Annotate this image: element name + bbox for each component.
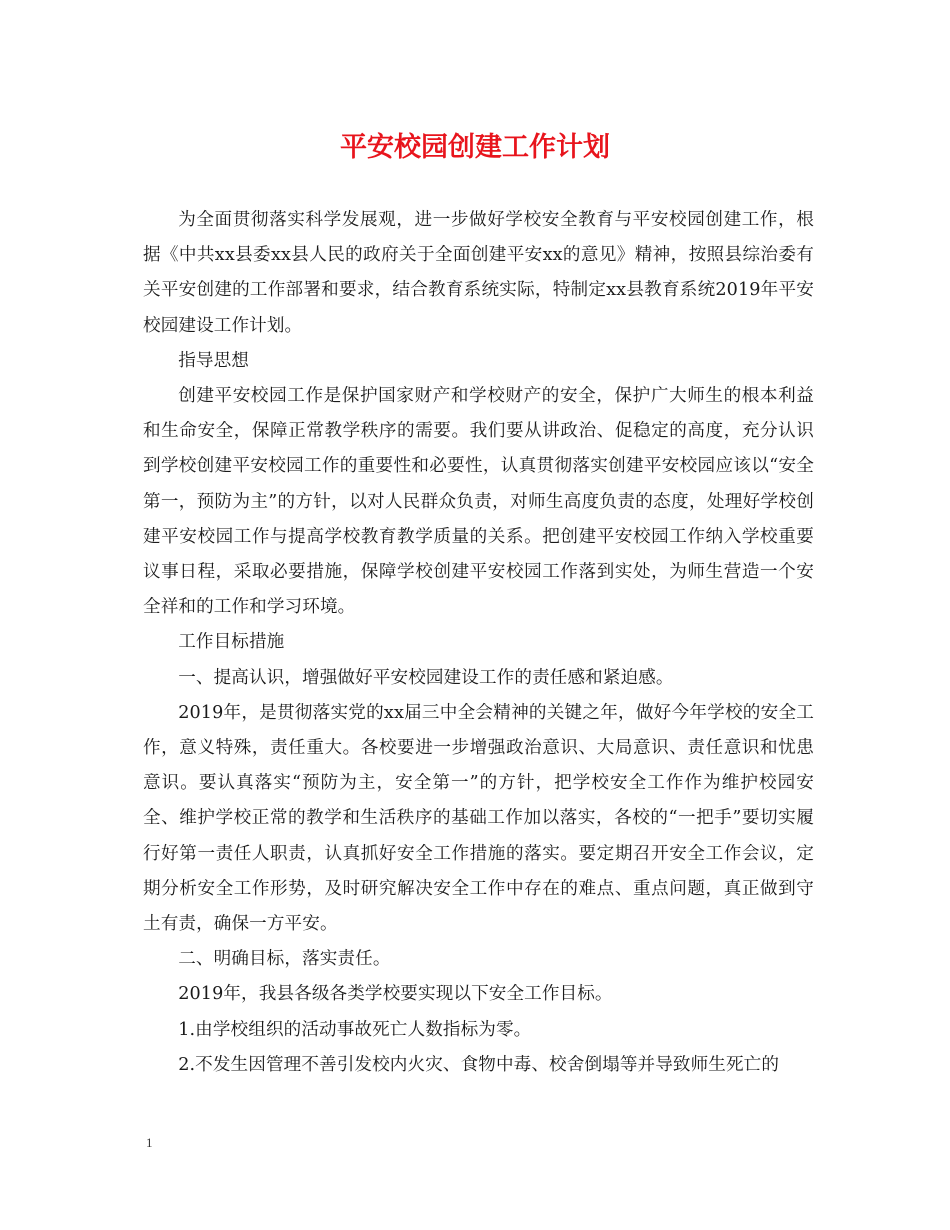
goal-item-1: 1.由学校组织的活动事故死亡人数指标为零。	[178, 1019, 532, 1040]
intro-paragraph: 为全面贯彻落实科学发展观，进一步做好学校安全教育与平安校园创建工作，根据《中共xx县委xx县人民的政府关于全面创建平安xx的意见》精神，按照县综治委有关平安创建的工作部署和要求，结合教育系统实际，特制定xx县教育系统2019年平安校园建设工作计划。	[143, 210, 814, 336]
document-body	[143, 203, 814, 1083]
section-heading-guiding-thought: 指导思想	[178, 350, 249, 371]
document-title: 平安校园创建工作计划	[340, 132, 610, 163]
section-heading-work-goals: 工作目标措施	[178, 632, 285, 653]
page-number: 1	[146, 1135, 153, 1150]
goal-item-2: 2.不发生因管理不善引发校内火灾、食物中毒、校舍倒塌等并导致师生死亡的	[178, 1054, 780, 1075]
guiding-thought-paragraph: 创建平安校园工作是保护国家财产和学校财产的安全，保护广大师生的根本利益和生命安全，保障正常教学秩序的需要。我们要从讲政治、促稳定的高度，充分认识到学校创建平安校园工作的重要性和必要性，认真贯彻落实创建平安校园应该以“安全第一，预防为主”的方针，以对人民群众负责，对师生高度负责的态度，处理好学校创建平安校园工作与提高学校教育教学质量的关系。把创建平安校园工作纳入学校重要议事日程，采取必要措施，保障学校创建平安校园工作落到实处，为师生营造一个安全祥和的工作和学习环境。	[143, 386, 814, 618]
subheading-raise-awareness: 一、提高认识，增强做好平安校园建设工作的责任感和紧迫感。	[178, 667, 674, 688]
raise-awareness-paragraph: 2019年，是贯彻落实党的xx届三中全会精神的关键之年，做好今年学校的安全工作，意义特殊，责任重大。各校要进一步增强政治意识、大局意识、责任意识和忧患意识。要认真落实“预防为主，安全第一”的方针，把学校安全工作作为维护校园安全、维护学校正常的教学和生活秩序的基础工作加以落实，各校的“一把手”要切实履行好第一责任人职责，认真抓好安全工作措施的落实。要定期召开安全工作会议，定期分析安全工作形势，及时研究解决安全工作中存在的难点、重点问题，真正做到守土有责，确保一方平安。	[143, 702, 814, 935]
subheading-clarify-goals: 二、明确目标，落实责任。	[178, 949, 391, 970]
goals-intro-paragraph: 2019年，我县各级各类学校要实现以下安全工作目标。	[178, 984, 613, 1005]
